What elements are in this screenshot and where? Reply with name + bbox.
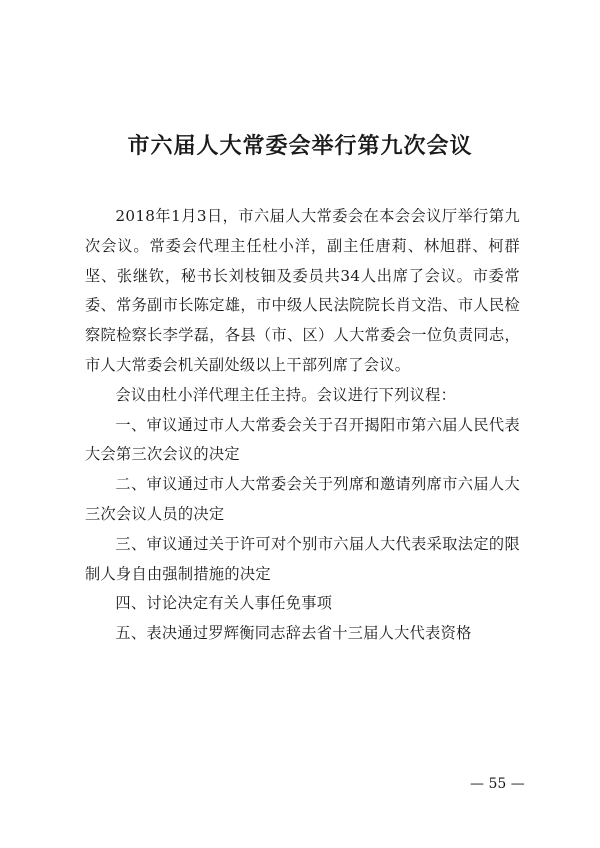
- article-body: [85, 202, 520, 649]
- agenda-item-1: 一、审议通过市人大常委会关于召开揭阳市第六届人民代表大会第三次会议的决定: [85, 415, 520, 464]
- page-title: 市六届人大常委会举行第九次会议: [127, 134, 473, 159]
- agenda-item-5: 五、表决通过罗辉衡同志辞去省十三届人大代表资格: [115, 624, 472, 643]
- agenda-item-3: 三、审议通过关于许可对个别市六届人大代表采取法定的限制人身自由强制措施的决定: [85, 534, 520, 583]
- paragraph-intro: 2018年1月3日，市六届人大常委会在本会会议厅举行第九次会议。常委会代理主任杜小洋，副主任唐莉、林旭群、柯群坚、张继钦，秘书长刘枝钿及委员共34人出席了会议。市委常委、常务副市长陈定雄，市中级人民法院院长肖文浩、市人民检察院检察长李学磊，各县（市、区）人大常委会一位负责同志，市人大常委会机关副处级以上干部列席了会议。: [85, 207, 520, 374]
- page-number: — 55 —: [470, 776, 525, 792]
- paragraph-agenda-intro: 会议由杜小洋代理主任主持。会议进行下列议程：: [115, 385, 457, 404]
- agenda-item-4: 四、讨论决定有关人事任免事项: [115, 594, 333, 613]
- agenda-item-2: 二、审议通过市人大常委会关于列席和邀请列席市六届人大三次会议人员的决定: [85, 475, 520, 523]
